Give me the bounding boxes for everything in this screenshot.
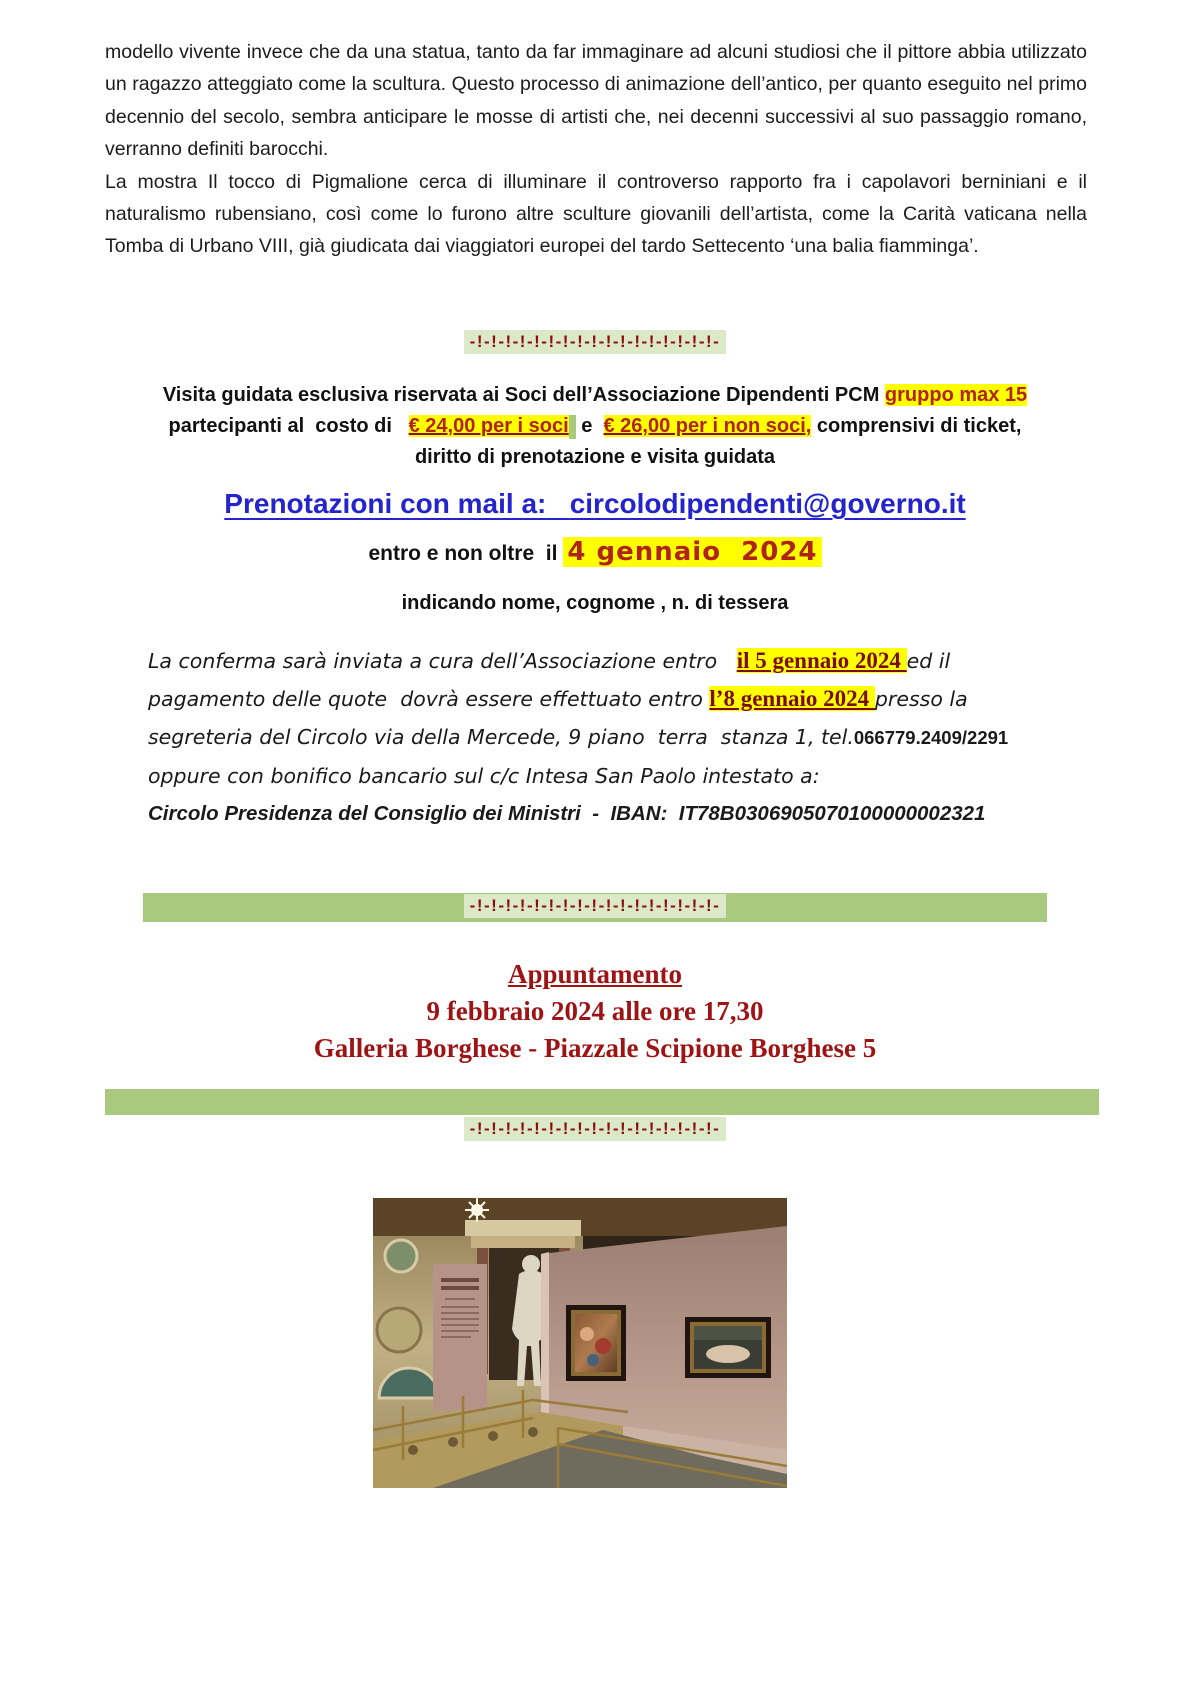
booking-info-line: indicando nome, cognome , n. di tessera [401, 592, 789, 614]
visita-line-2: partecipanti al costo di € 24,00 per i soci e € 26,00 per i non soci, comprensivi di ticket, [168, 415, 1022, 437]
confirm-line-2: pagamento delle quote dovrà essere effettuato entro l’8 gennaio 2024 presso la [148, 686, 968, 711]
phone-number: 066779.2409/2291 [853, 727, 1009, 748]
green-sliver-mark [569, 415, 576, 439]
body-paragraph-1: modello vivente invece che da una statua, tanto da far immaginare ad alcuni studiosi che il pittore abbia utilizzato un ragazzo atteggiato come la scultura. Questo processo di animazione dell’antico, per quanto eseguito nel primo decennio del secolo, sembra anticipare le mosse di artisti che, nei decenni successivi al suo passaggio romano, verranno definiti barocchi. [105, 41, 1087, 161]
confirm-line-4: oppure con bonifico bancario sul c/c Intesa San Paolo intestato a: [148, 764, 820, 788]
booking-label: Prenotazioni con mail a: [224, 488, 547, 519]
price-soci: € 24,00 per i soci [408, 415, 569, 437]
separator-text: -!-!-!-!-!-!-!-!-!-!-!-!-!-!-!-!-!- [464, 1117, 727, 1141]
painting-2 [685, 1317, 771, 1378]
deadline-prefix: entro e non oltre il [368, 542, 564, 565]
confirm-line-3: segreteria del Circolo via della Mercede, 9 piano terra stanza 1, tel.066779.2409/2291 [148, 725, 1009, 749]
intro-paragraphs [105, 36, 1087, 263]
decor-separator-1 [0, 330, 1190, 354]
gallery-photo [373, 1198, 787, 1488]
appointment-block [0, 956, 1190, 1067]
painting-1 [566, 1305, 626, 1381]
green-bar-1 [143, 893, 1047, 922]
gallery-interior-illustration [373, 1198, 787, 1488]
visita-guidata-block [0, 380, 1190, 473]
iban-line: Circolo Presidenza del Consiglio dei Ministri - IBAN: IT78B0306905070100000002321 [148, 802, 986, 825]
appointment-title: Appuntamento [507, 959, 683, 989]
appointment-location: Galleria Borghese - Piazzale Scipione Borghese 5 [313, 1033, 877, 1063]
booking-gap [546, 488, 569, 519]
confirm-line-1: La conferma sarà inviata a cura dell’Associazione entro il 5 gennaio 2024 ed il [148, 648, 951, 673]
separator-text: -!-!-!-!-!-!-!-!-!-!-!-!-!-!-!-!-!- [464, 894, 727, 918]
deadline-line [0, 537, 1190, 567]
visita-line-3: diritto di prenotazione e visita guidata [414, 446, 776, 468]
body-paragraph-2: La mostra Il tocco di Pigmalione cerca di illuminare il controverso rapporto fra i capolavori berniniani e il naturalismo rubensiano, così come lo furono altre sculture giovanili dell’artista, come la Carità vaticana nella Tomba di Urbano VIII, già giudicata dai viaggiatori europei del tardo Settecento ‘una balia fiamminga’. [105, 170, 1087, 258]
visita-line-1: Visita guidata esclusiva riservata ai Soci dell’Associazione Dipendenti PCM gruppo max 15 [162, 384, 1028, 406]
green-bar-2 [105, 1089, 1099, 1115]
separator-text: -!-!-!-!-!-!-!-!-!-!-!-!-!-!-!-!-!- [464, 330, 727, 354]
date-5-gennaio-highlight: il 5 gennaio 2024 [736, 648, 907, 673]
booking-line [0, 488, 1190, 520]
decor-separator-3 [0, 1117, 1190, 1141]
exhibition-panel [433, 1264, 487, 1410]
price-non-soci: € 26,00 per i non soci, [603, 415, 812, 437]
gruppo-max-highlight: gruppo max 15 [884, 384, 1028, 406]
date-8-gennaio-highlight: l’8 gennaio 2024 [709, 686, 875, 711]
email-link[interactable]: circolodipendenti@governo.it [569, 488, 966, 519]
confirmation-block [148, 642, 1068, 833]
appointment-datetime: 9 febbraio 2024 alle ore 17,30 [426, 996, 764, 1026]
deadline-date-highlight: 4 gennaio 2024 [563, 537, 821, 567]
